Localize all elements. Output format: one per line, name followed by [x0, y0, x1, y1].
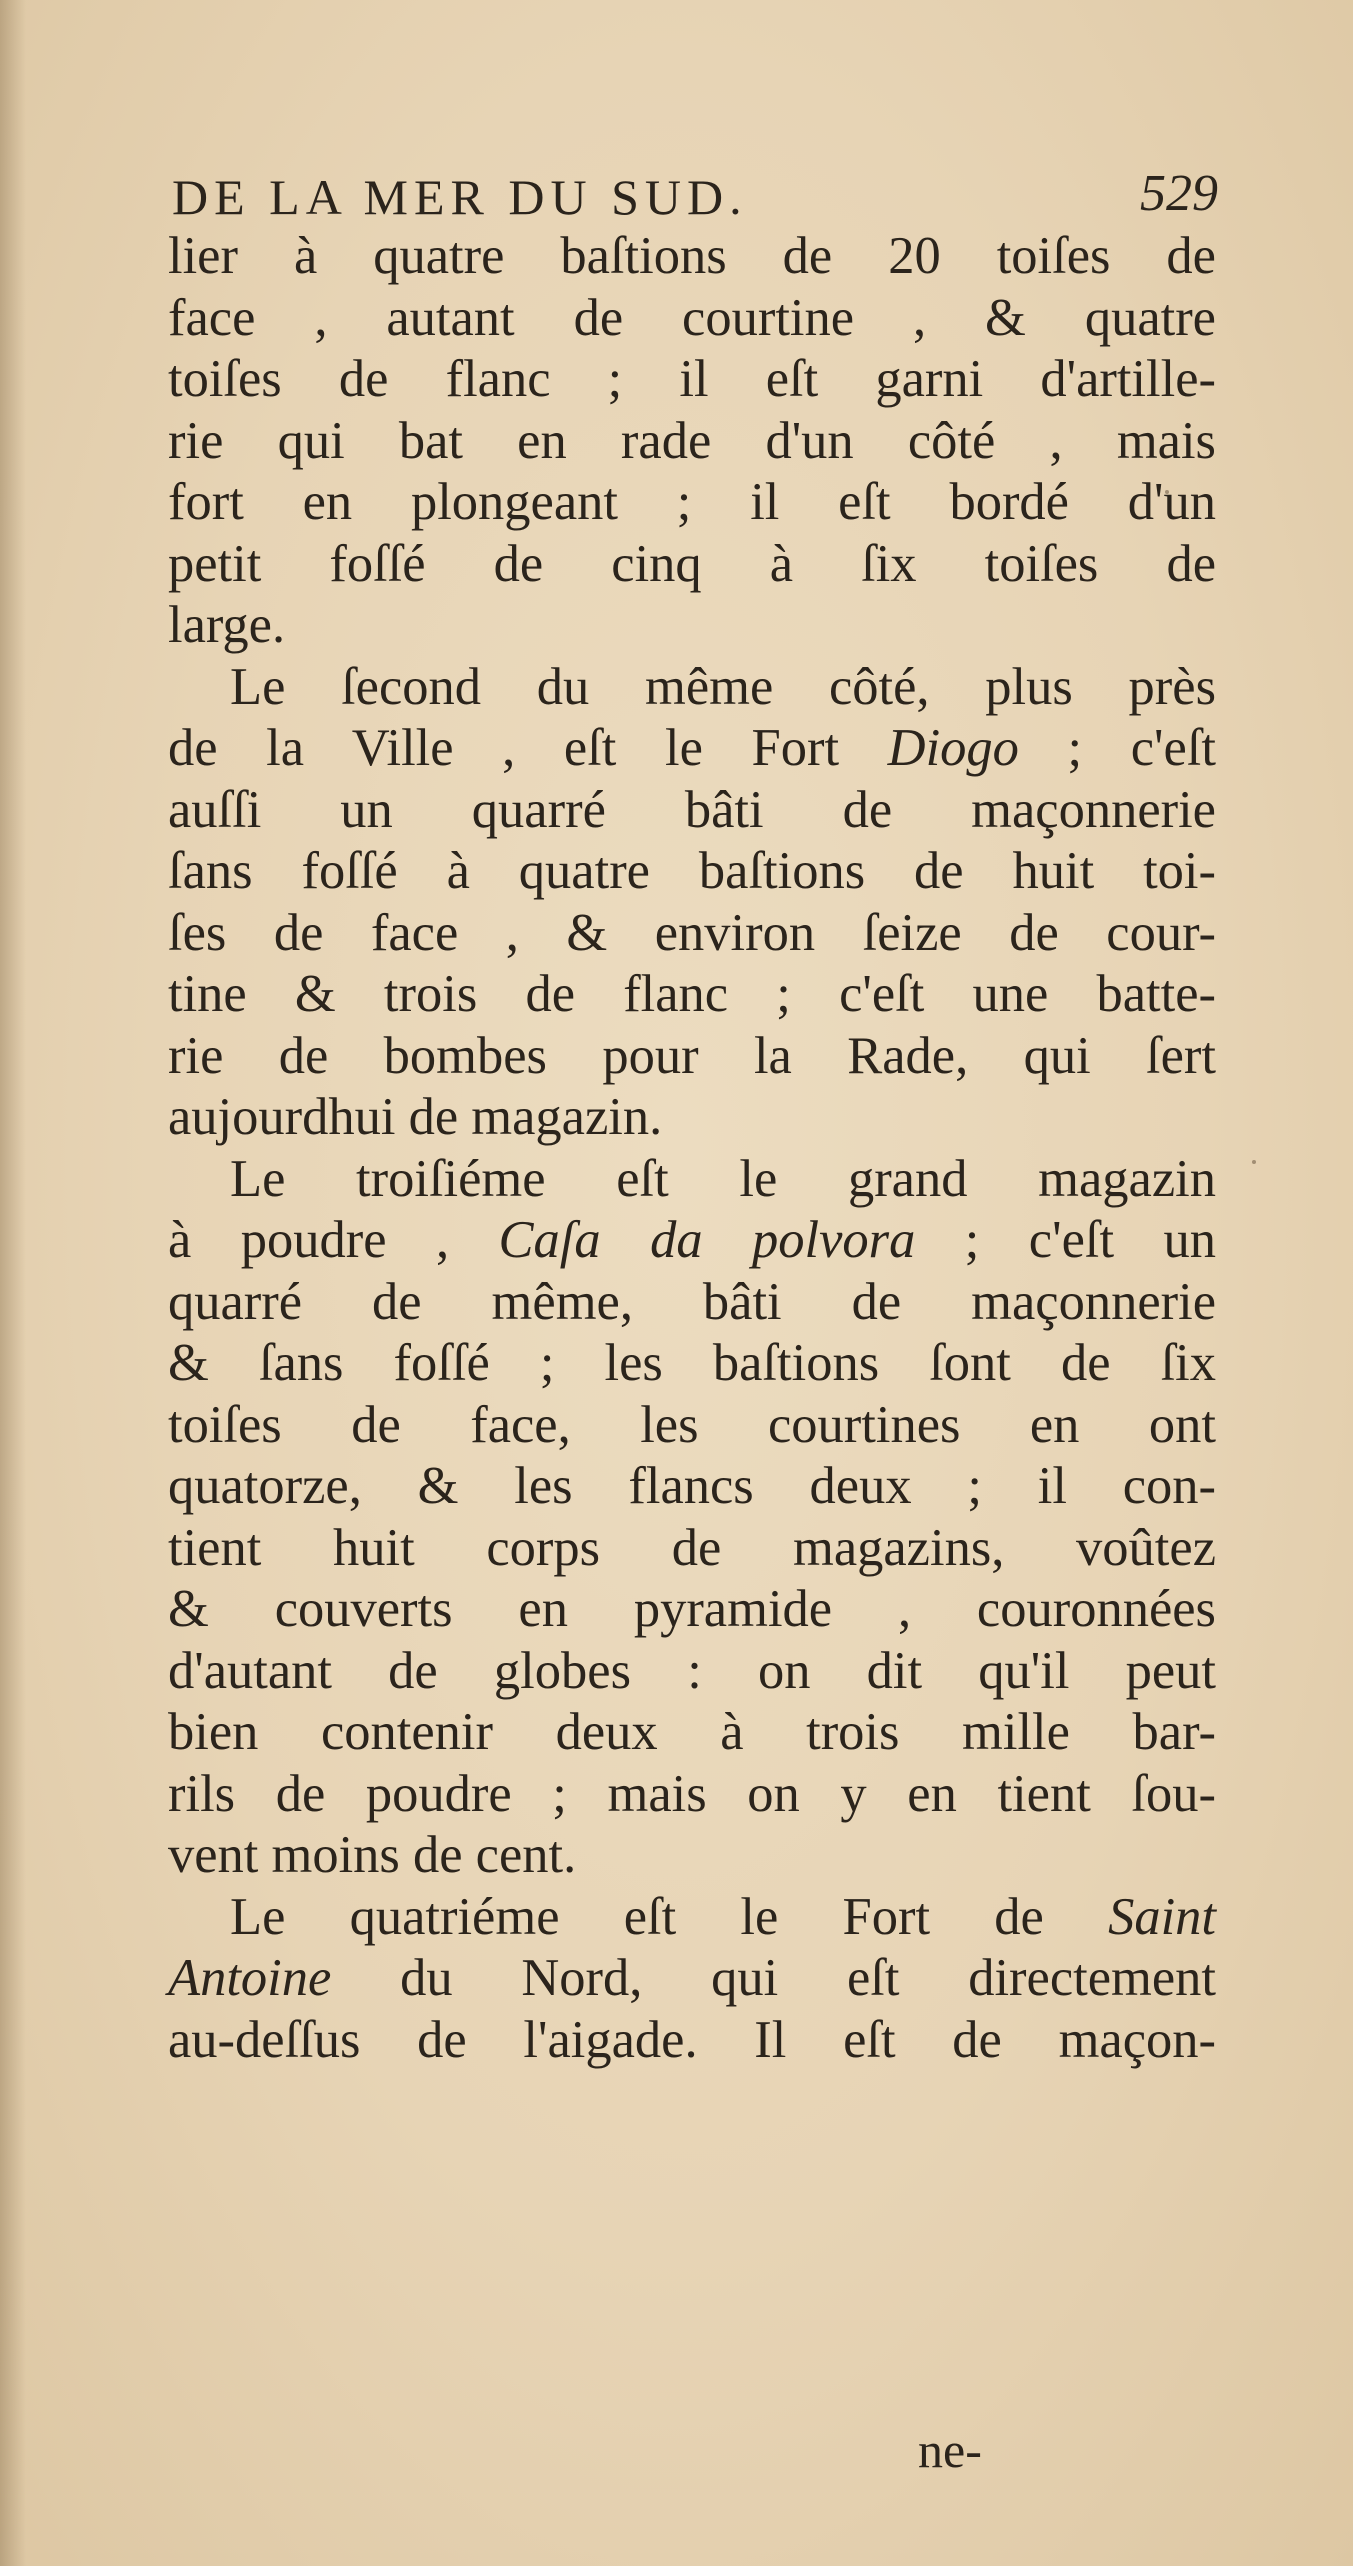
text-line: bien contenir deux à trois mille bar- [168, 1703, 1216, 1761]
text-line: face , autant de courtine , & quatre [168, 288, 1216, 347]
text-line: d'autant de globes : on dit qu'il peut [168, 1641, 1216, 1700]
paper-speck [1252, 1160, 1256, 1164]
body-text [168, 226, 1216, 2071]
page-number: 529 [1140, 165, 1218, 222]
text-line: toiſes de face, les courtines en ont [168, 1395, 1216, 1454]
text-line: auſſi un quarré bâti de maçonnerie [168, 780, 1216, 839]
text-line: rie de bombes pour la Rade, qui ſert [168, 1026, 1216, 1085]
text-line: Le ſecond du même côté, plus près [230, 657, 1216, 716]
text-line: toiſes de flanc ; il eſt garni d'artille- [168, 350, 1216, 408]
text-line: & couverts en pyramide , couronnées [168, 1580, 1216, 1638]
text-line: Le quatriéme eſt le Fort de Saint [230, 1887, 1216, 1946]
text-line: fort en plongeant ; il eſt bordé d'un [168, 473, 1216, 531]
text-line: vent moins de cent. [168, 1826, 577, 1884]
text-line: tient huit corps de magazins, voûtez [168, 1518, 1216, 1577]
text-line: rie qui bat en rade d'un côté , mais [168, 411, 1216, 470]
text-line: tine & trois de flanc ; c'eſt une batte- [168, 965, 1216, 1023]
text-line: aujourdhui de magazin. [168, 1088, 663, 1146]
catchword: ne- [918, 2422, 982, 2478]
text-line: large. [168, 596, 286, 654]
text-line: Antoine du Nord, qui eſt directement [168, 1949, 1216, 2007]
text-line: quarré de même, bâti de maçonnerie [168, 1272, 1216, 1331]
running-head: DE LA MER DU SUD. [172, 169, 748, 225]
gutter-shadow [0, 0, 26, 2566]
text-line: de la Ville , eſt le Fort Diogo ; c'eſt [168, 719, 1216, 777]
text-line: au-deſſus de l'aigade. Il eſt de maçon- [168, 2010, 1216, 2069]
text-line: & ſans foſſé ; les baſtions ſont de ſix [168, 1334, 1216, 1392]
text-line: lier à quatre baſtions de 20 toiſes de [168, 227, 1216, 285]
text-line: ſans foſſé à quatre baſtions de huit toi- [168, 842, 1216, 900]
text-line: ſes de face , & environ ſeize de cour- [168, 903, 1216, 962]
text-line: quatorze, & les flancs deux ; il con- [168, 1457, 1216, 1515]
text-line: Le troiſiéme eſt le grand magazin [230, 1149, 1216, 1208]
text-line: à poudre , Caſa da polvora ; c'eſt un [168, 1211, 1216, 1269]
paper-speck [1165, 490, 1169, 494]
text-line: rils de poudre ; mais on y en tient ſou- [168, 1764, 1216, 1823]
page-header [168, 160, 1218, 230]
text-line: petit foſſé de cinq à ſix toiſes de [168, 534, 1216, 593]
